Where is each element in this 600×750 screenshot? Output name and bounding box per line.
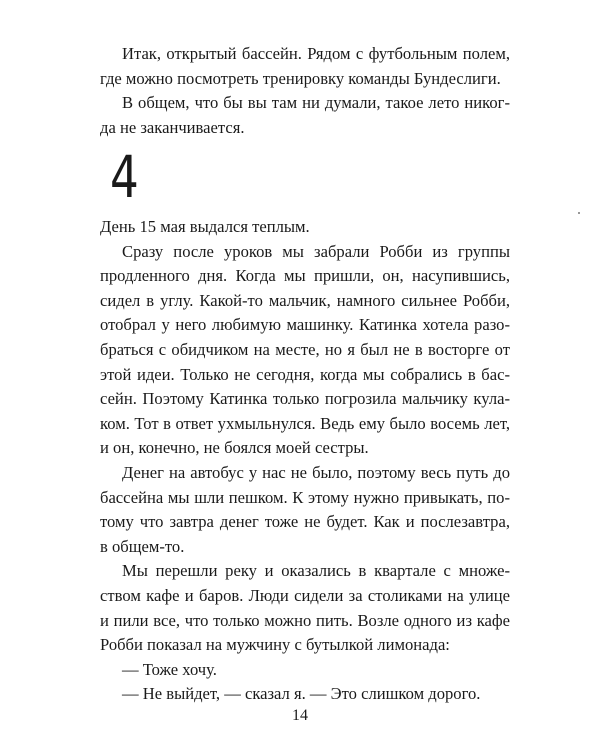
- text-line: ком. Тот в ответ ухмыльнулся. Ведь ему было восемь лет,: [100, 413, 510, 433]
- paragraph: [100, 461, 510, 559]
- paragraph: [100, 215, 510, 240]
- text-line: — Не выйдет, — сказал я. — Это слишком дорого.: [122, 684, 481, 704]
- text-line: и он, конечно, не боялся моей сестры.: [100, 438, 369, 458]
- previous-chapter-text: [100, 42, 510, 140]
- text-line: тому что завтра денег тоже не будет. Как и послезавтра,: [100, 512, 510, 532]
- paragraph: [100, 240, 510, 461]
- text-line: День 15 мая выдался теплым.: [100, 217, 310, 236]
- text-line: сейн. Поэтому Катинка только погрозила мальчику кула-: [100, 389, 510, 409]
- text-line: — Тоже хочу.: [122, 659, 217, 679]
- text-line: в общем-то.: [100, 536, 185, 556]
- text-line: бассейна мы шли пешком. К этому нужно привыкать, по-: [100, 487, 510, 507]
- text-line: В общем, что бы вы там ни думали, такое лето никог-: [122, 93, 510, 113]
- text-line: браться с обидчиком на месте, но я был не в восторге от: [100, 339, 510, 359]
- text-line: Мы перешли реку и оказались в квартале с множе-: [122, 561, 510, 581]
- print-speck: [578, 212, 580, 214]
- text-line: Сразу после уроков мы забрали Робби из группы: [122, 241, 510, 261]
- text-line: где можно посмотреть тренировку команды Бундеслиги.: [100, 68, 501, 88]
- dialogue-line: [100, 682, 510, 707]
- text-line: отобрал у него любимую машинку. Катинка хотела разо-: [100, 315, 510, 335]
- text-line: Итак, открытый бассейн. Рядом с футбольным полем,: [122, 44, 510, 63]
- paragraph: [100, 559, 510, 657]
- text-line: ством кафе и баров. Люди сидели за столиками на улице: [100, 585, 510, 605]
- text-line: да не заканчивается.: [100, 117, 245, 137]
- paragraph: [100, 42, 510, 91]
- chapter-number: 4: [110, 143, 138, 211]
- page-number: 14: [292, 707, 308, 724]
- paragraph: [100, 91, 510, 140]
- dialogue-line: [100, 658, 510, 683]
- text-line: продленного дня. Когда мы пришли, он, насупившись,: [100, 266, 510, 286]
- chapter-text: [100, 215, 510, 707]
- text-line: и пили все, что только можно пить. Возле одного из кафе: [100, 610, 510, 630]
- text-line: Робби показал на мужчину с бутылкой лимонада:: [100, 635, 450, 655]
- text-line: Денег на автобус у нас не было, поэтому весь путь до: [122, 462, 510, 482]
- text-line: этой идеи. Только не сегодня, когда мы собрались в бас-: [100, 364, 510, 384]
- text-line: сидел в углу. Какой-то мальчик, намного сильнее Робби,: [100, 290, 510, 310]
